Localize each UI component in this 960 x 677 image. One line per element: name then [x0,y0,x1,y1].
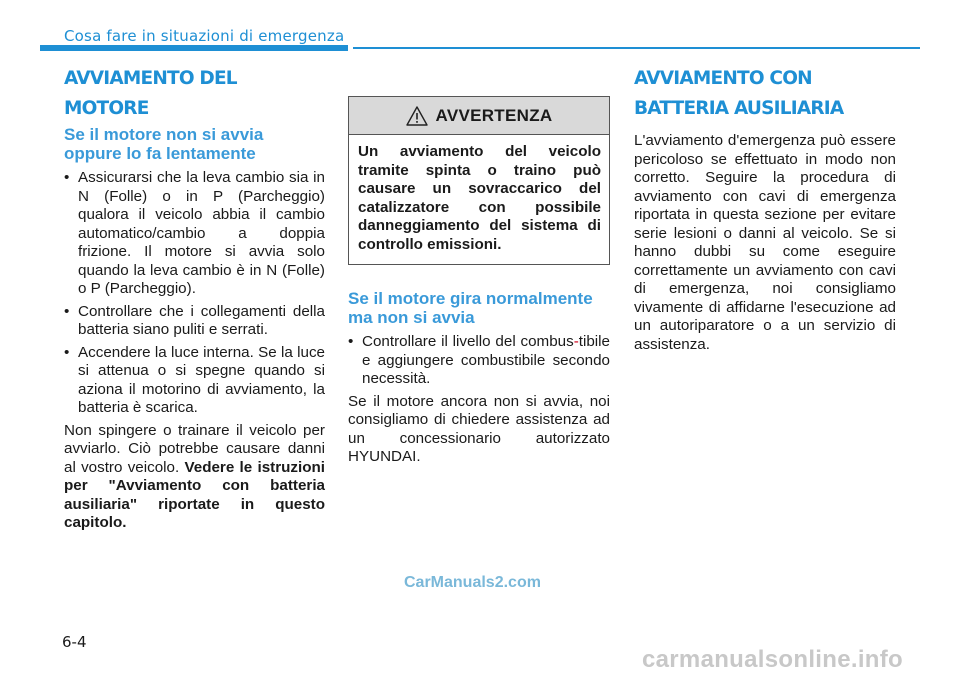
bullet-list [348,333,610,389]
column-left [64,64,325,533]
bullet-glyph: • [348,333,354,350]
paragraph-plain-text: Non spingere o trainare il veicolo per avviarlo. Ciò potrebbe causare danni al vostro veicolo. [64,421,325,476]
list-item [64,169,325,299]
header-rule-thick [40,45,348,51]
subtitle-engine-no-start: Se il motore non si avvia oppure lo fa lentamente [64,125,264,163]
watermark-link[interactable]: CarManuals2.com [404,574,541,591]
list-item-text: Controllare che i collegamenti della batteria siano puliti e serrati. [78,302,325,338]
bullet-glyph: • [64,169,70,186]
paragraph-jump-start: L'avviamento d'emergenza può essere pericoloso se effettuato in modo non corretto. Seguire la procedura di avviamento con cavi di emergenza riportata in questa sezione per evitare serie lesioni o danni al veicolo. Se si hanno dubbi su come eseguire correttamente un avviamento con cavi di emergenza, noi consigliamo vivamente di affidarne l'esecuzione ad un autoriparatore o a un servizio di assistenza. [634,132,896,353]
warning-text: Un avviamento del veicolo tramite spinta o traino può causare un sovraccarico del catalizzatore con possibile danneggiamento del sistema di controllo emissioni. [358,143,601,253]
chapter-header-title: Cosa fare in situazioni di emergenza [64,27,345,45]
bullet-list [64,169,325,418]
bullet-glyph: • [64,343,70,361]
header-rule-thin [353,47,920,49]
warning-header [349,97,609,135]
warning-triangle-icon [406,106,428,126]
paragraph-no-push [64,422,325,533]
page-number: 6-4 [62,633,87,651]
column-right [634,64,896,354]
section-title-jump-start-line1: AVVIAMENTO CON [634,68,812,89]
paragraph-dealer-assistance: Se il motore ancora non si avvia, noi consigliamo di chiedere assistenza ad un concessionario autorizzato HYUNDAI. [348,392,610,465]
list-item-text: Controllare il livello del combus [362,333,574,350]
list-item-text: Accendere la luce interna. Se la luce si attenua o si spegne quando si aziona il motorino di avviamento, la batteria è scarica. [78,343,325,416]
section-title-jump-start-line2: BATTERIA AUSILIARIA [634,98,844,119]
list-item [64,303,325,340]
list-item-text-cont: tibile e aggiungere combustibile secondo necessità. [362,333,610,387]
warning-label: AVVERTENZA [435,105,553,125]
column-middle [348,96,610,467]
paragraph-bold-reference: Vedere le istruzioni per "Avviamento con batteria ausiliaria" riportate in questo capitolo. [64,458,325,531]
list-item [64,344,325,418]
bullet-glyph: • [64,302,70,320]
list-item [348,333,610,389]
warning-box [348,96,610,265]
footer-watermark-url: carmanualsonline.info [642,646,904,673]
list-item-text: Assicurarsi che la leva cambio sia in N (Folle) o in P (Parcheggio) qualora il veicolo abbia il cambio automatico/cambio a doppia frizione. Il motore si avvia solo quando la leva cambio è in N (Folle) o P (Parcheggio). [78,169,325,297]
hyphen-mark: - [573,333,579,350]
warning-body [349,135,609,264]
subtitle-engine-cranks-no-start: Se il motore gira normalmente ma non si avvia [348,289,593,327]
section-title-engine-start: AVVIAMENTO DEL MOTORE [64,68,237,119]
